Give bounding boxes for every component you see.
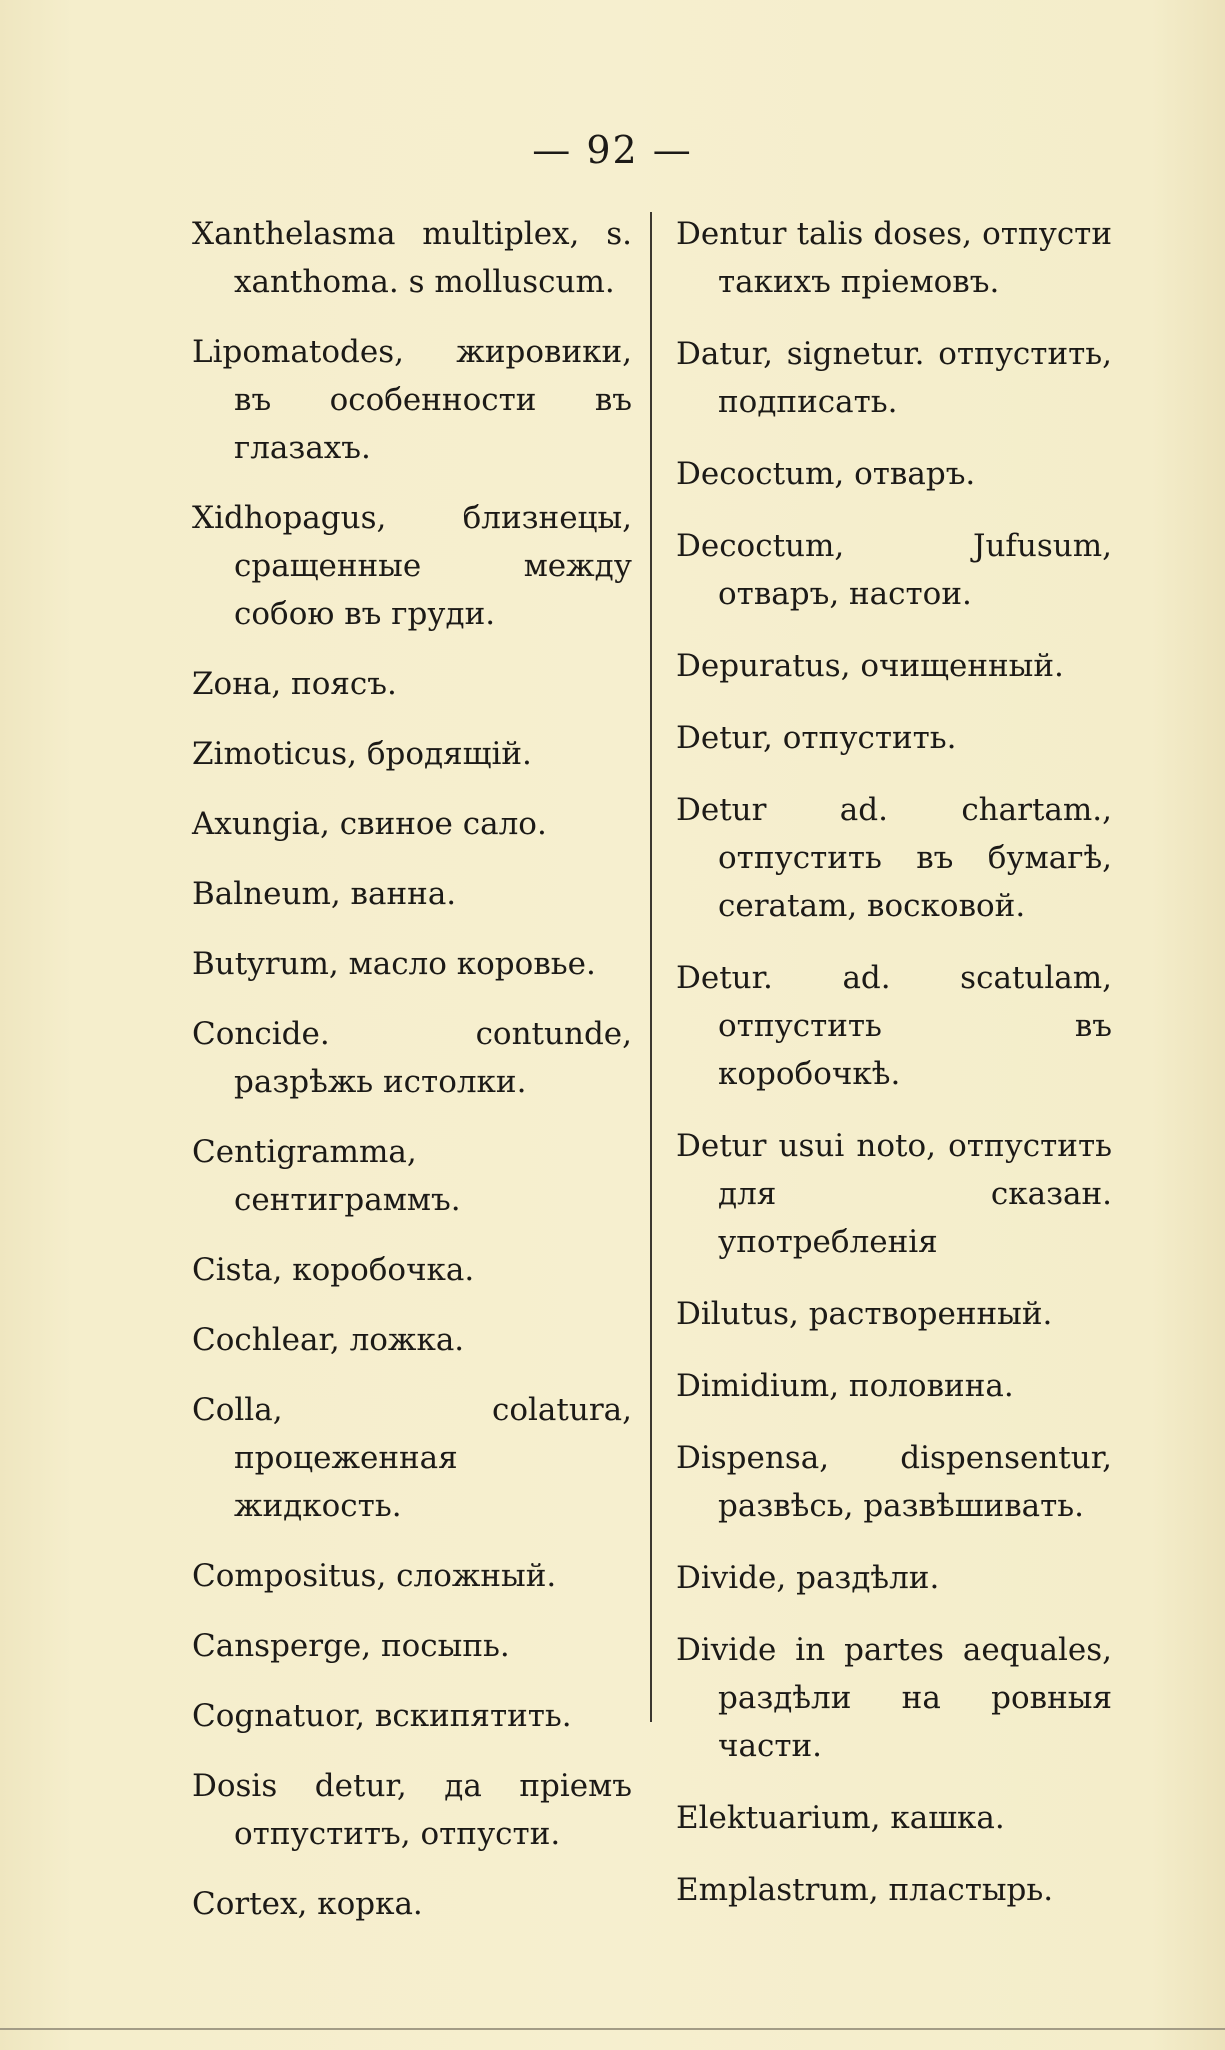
dictionary-entry: Divide, раздѣли.: [676, 1560, 940, 1596]
dictionary-entry: Compositus, сложный.: [192, 1558, 557, 1594]
dictionary-entry: Dentur talis doses, отпусти такихъ пріемовъ.: [676, 216, 1112, 300]
dictionary-entry: Decoctum, отваръ.: [676, 456, 976, 492]
dictionary-entry: Dispensa, dispensentur, развѣсь, развѣшивать.: [676, 1440, 1112, 1524]
dictionary-entry: Cochlear, ложка.: [192, 1322, 465, 1358]
dictionary-entry: Cansperge, посыпь.: [192, 1628, 510, 1664]
dictionary-entry: Depuratus, очищенный.: [676, 648, 1064, 684]
dictionary-entry: Detur, отпустить.: [676, 720, 957, 756]
dictionary-entry: Colla, colatura, процеженная жидкость.: [192, 1392, 632, 1524]
dictionary-entry: Xanthelasma multiplex, s. xanthoma. s molluscum.: [192, 216, 632, 300]
page-number: — 92 —: [532, 128, 693, 172]
dictionary-entry: Detur usui noto, отпустить для сказан. употребленія: [676, 1128, 1112, 1260]
dictionary-entry: Cognatuor, вскипятить.: [192, 1698, 572, 1734]
dictionary-entry: Decoctum, Jufusum, отваръ, настои.: [676, 528, 1112, 612]
dictionary-entry: Elektuarium, кашка.: [676, 1800, 1005, 1836]
dictionary-entry: Concide. contunde, разрѣжь истолки.: [192, 1016, 632, 1100]
dictionary-entry: Cortex, корка.: [192, 1886, 423, 1922]
right-column: [676, 210, 1112, 1938]
dictionary-entry: Detur ad. chartam., отпустить въ бумагѣ, cerаtam, восковой.: [676, 792, 1112, 924]
dictionary-entry: Zона, поясъ.: [192, 666, 397, 702]
dictionary-entry: Dimidium, половина.: [676, 1368, 1014, 1404]
dictionary-entry: Cista, коробочка.: [192, 1252, 475, 1288]
dictionary-entry: Detur. ad. scatulam, отпустить въ коробочкѣ.: [676, 960, 1112, 1092]
dictionary-entry: Dosis detur, да пріемъ отпуститъ, отпусти.: [192, 1768, 632, 1852]
dictionary-entry: Axungia, свиное сало.: [192, 806, 547, 842]
dictionary-entry: Xidhopagus, близнецы, сращенные между собою въ груди.: [192, 500, 632, 632]
dictionary-entry: Dilutus, растворенный.: [676, 1296, 1053, 1332]
dictionary-entry: Datur, signetur. отпустить, подписать.: [676, 336, 1112, 420]
dictionary-entry: Divide in partes aequales, раздѣли на ровныя части.: [676, 1632, 1112, 1764]
column-divider: [650, 212, 652, 1722]
dictionary-entry: Balneum, ванна.: [192, 876, 457, 912]
dictionary-entry: Centigramma, сентиграммъ.: [192, 1134, 461, 1218]
page-bottom-edge: [0, 2028, 1225, 2030]
dictionary-entry: Zimoticus, бродящій.: [192, 736, 532, 772]
dictionary-entry: Lipomatodes, жировики, въ особенности въ глазахъ.: [192, 334, 632, 466]
left-column: [192, 210, 632, 1950]
dictionary-entry: Butyrum, масло коровье.: [192, 946, 596, 982]
dictionary-entry: Emplastrum, пластырь.: [676, 1872, 1054, 1908]
